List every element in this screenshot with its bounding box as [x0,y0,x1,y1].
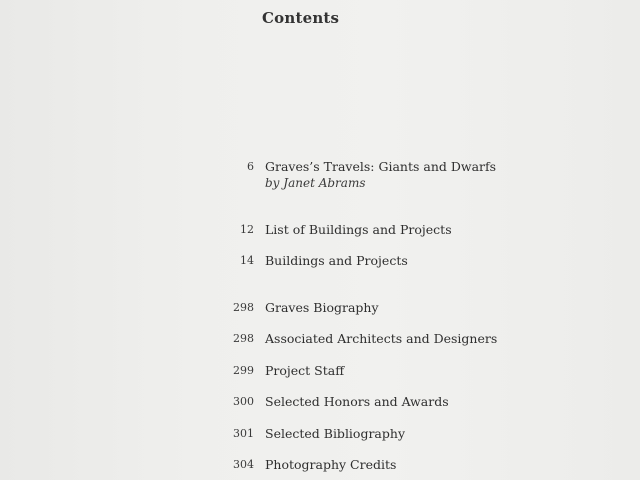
toc-entry [0,458,640,478]
toc-page-number: 300 [233,395,254,408]
toc-entry [0,395,640,415]
toc-page-number: 14 [240,254,254,267]
toc-page-number: 299 [233,364,254,377]
toc-title: Photography Credits [265,457,397,472]
toc-entry [0,301,640,321]
toc-title: Project Staff [265,363,345,378]
toc-page-number: 304 [233,458,254,471]
toc-page-number: 301 [233,427,254,440]
toc-title: List of Buildings and Projects [265,222,452,237]
toc-entry [0,223,640,243]
toc-title: Associated Architects and Designers [265,331,498,346]
toc-title: Selected Bibliography [265,426,406,441]
toc-title: Buildings and Projects [265,253,408,268]
contents-heading: Contents [262,9,340,27]
toc-page-number: 298 [233,301,254,314]
toc-byline: by Janet Abrams [265,176,366,190]
toc-entry [0,427,640,447]
toc-entry [0,254,640,274]
toc-title: Graves’s Travels: Giants and Dwarfs [265,159,497,174]
toc-page-number: 298 [233,332,254,345]
toc-title: Selected Honors and Awards [265,394,449,409]
toc-entry [0,159,640,190]
toc-page-number: 12 [240,223,254,236]
toc-entry [0,364,640,384]
toc-entry [0,332,640,352]
toc-title: Graves Biography [265,300,379,315]
toc-page-number: 6 [247,160,254,173]
